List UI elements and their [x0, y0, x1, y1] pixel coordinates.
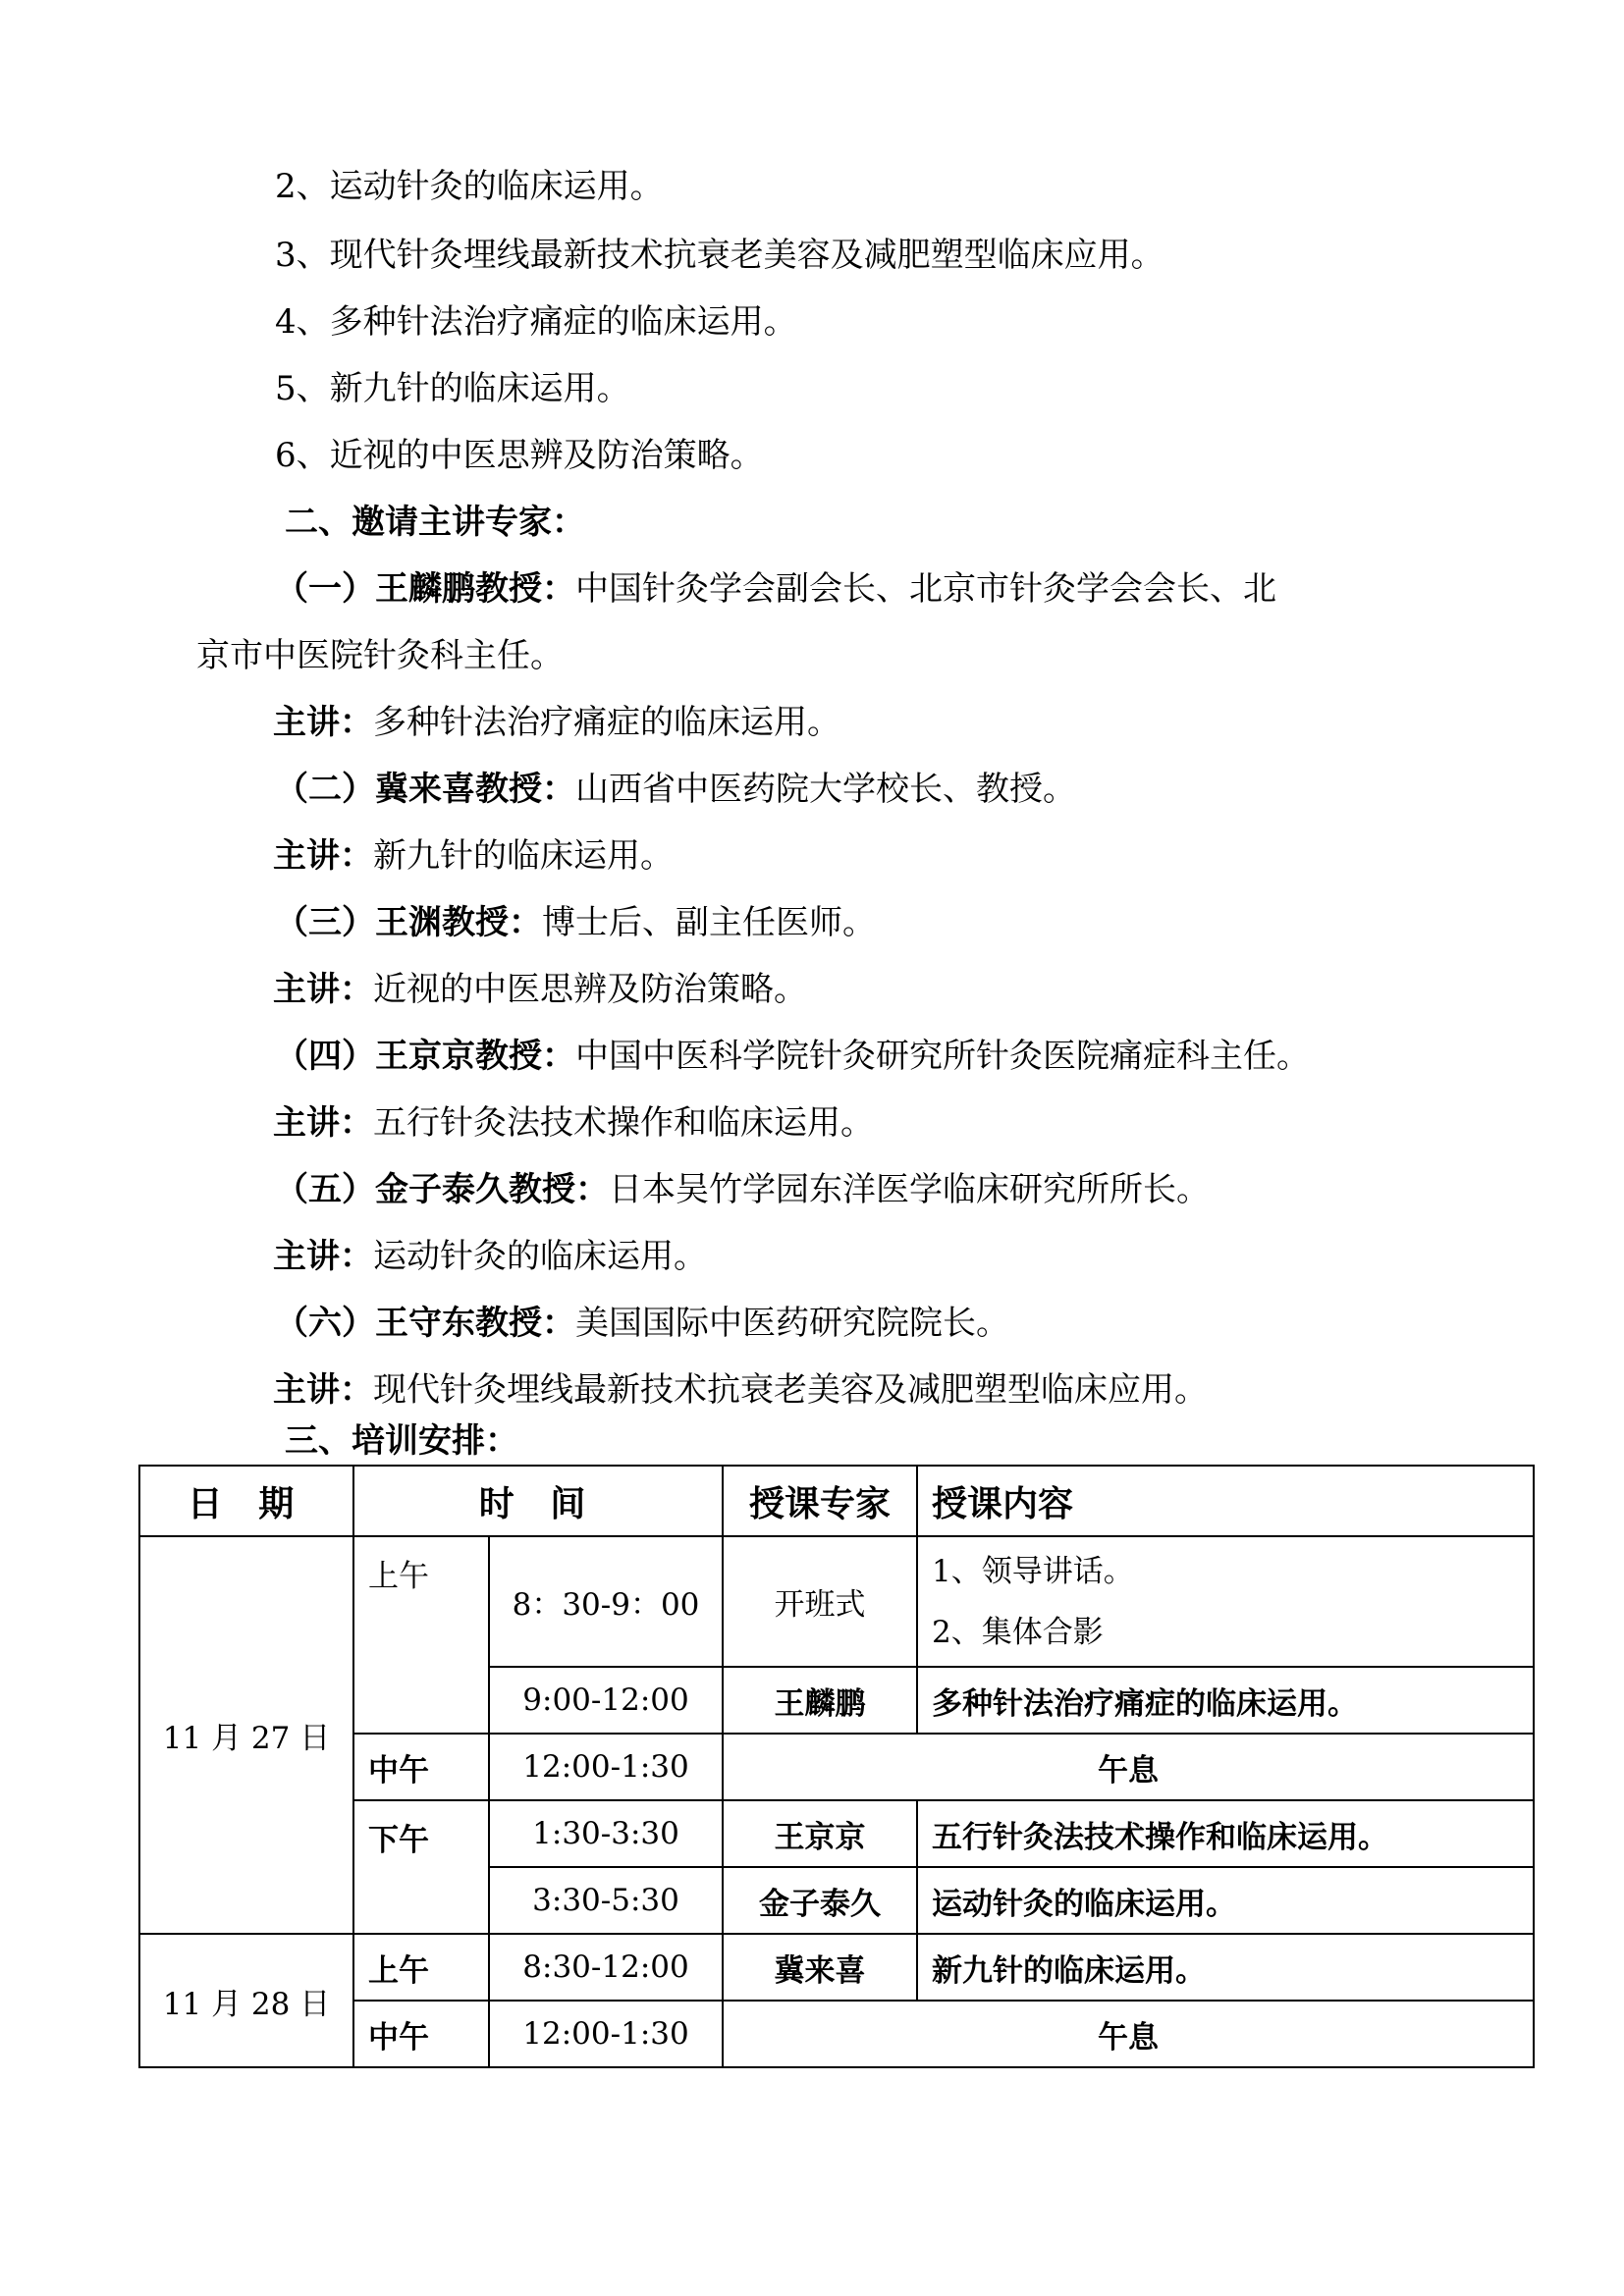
expert-entry [275, 567, 1276, 611]
period-cell: 中午 [353, 2001, 489, 2067]
content-cell: 五行针灸法技术操作和临床运用。 [917, 1800, 1534, 1867]
course-item: 2、运动针灸的临床运用。 [275, 167, 664, 206]
content-cell: 午息 [723, 2001, 1534, 2067]
expert-name: （一）王麟鹏教授： [275, 569, 575, 609]
time-cell: 1:30-3:30 [489, 1800, 723, 1867]
content-line: 2、集体合影 [932, 1614, 1104, 1650]
content-cell [917, 1536, 1534, 1667]
expert-entry [275, 1168, 1210, 1211]
expert-desc: 博士后、副主任医师。 [542, 903, 876, 942]
expert-cell: 王京京 [723, 1800, 917, 1867]
time-cell: 9:00-12:00 [489, 1667, 723, 1734]
talk-label: 主讲： [273, 1103, 373, 1143]
period-cell: 下午 [353, 1800, 489, 1934]
expert-name: （四）王京京教授： [275, 1037, 575, 1076]
time-cell: 8：30-9：00 [489, 1536, 723, 1667]
talk-topic: 多种针法治疗痛症的临床运用。 [373, 703, 840, 742]
expert-desc: 山西省中医药院大学校长、教授。 [575, 770, 1076, 809]
content-cell: 运动针灸的临床运用。 [917, 1867, 1534, 1934]
expert-desc-continued: 京市中医院针灸科主任。 [196, 636, 564, 675]
course-item: 3、现代针灸埋线最新技术抗衰老美容及减肥塑型临床应用。 [275, 236, 1164, 275]
expert-desc: 美国国际中医药研究院院长。 [575, 1304, 1009, 1343]
talk-label: 主讲： [273, 1237, 373, 1276]
date-cell: 11 月 28 日 [139, 1934, 353, 2067]
content-cell: 多种针法治疗痛症的临床运用。 [917, 1667, 1534, 1734]
header-content: 授课内容 [917, 1466, 1534, 1536]
talk-label: 主讲： [273, 703, 373, 742]
expert-entry [275, 1302, 1009, 1345]
section-heading-experts: 二、邀请主讲专家： [285, 503, 585, 542]
header-date: 日 期 [139, 1466, 353, 1536]
header-expert: 授课专家 [723, 1466, 917, 1536]
expert-entry [275, 1035, 1310, 1078]
period-cell: 中午 [353, 1734, 489, 1800]
schedule-table [138, 1465, 1535, 2068]
expert-cell: 金子泰久 [723, 1867, 917, 1934]
period-cell: 上午 [353, 1934, 489, 2001]
expert-name: （六）王守东教授： [275, 1304, 575, 1343]
table-row [139, 1934, 1534, 2001]
expert-talk [273, 1235, 707, 1278]
expert-cell: 王麟鹏 [723, 1667, 917, 1734]
expert-talk [273, 968, 807, 1011]
content-cell: 新九针的临床运用。 [917, 1934, 1534, 2001]
table-header-row [139, 1466, 1534, 1536]
header-time: 时 间 [353, 1466, 723, 1536]
content-line: 1、领导讲话。 [932, 1553, 1134, 1589]
expert-talk [273, 701, 840, 744]
expert-name: （五）金子泰久教授： [275, 1170, 609, 1209]
talk-topic: 五行针灸法技术操作和临床运用。 [373, 1103, 874, 1143]
date-cell: 11 月 27 日 [139, 1536, 353, 1934]
time-cell: 12:00-1:30 [489, 2001, 723, 2067]
course-item: 6、近视的中医思辨及防治策略。 [275, 436, 764, 475]
content-cell: 午息 [723, 1734, 1534, 1800]
expert-talk [273, 834, 674, 878]
expert-name: （二）冀来喜教授： [275, 770, 575, 809]
expert-entry [275, 901, 876, 944]
talk-label: 主讲： [273, 1370, 373, 1410]
expert-desc: 中国中医科学院针灸研究所针灸医院痛症科主任。 [575, 1037, 1310, 1076]
talk-topic: 运动针灸的临床运用。 [373, 1237, 707, 1276]
expert-talk [273, 1101, 874, 1145]
expert-name: （三）王渊教授： [275, 903, 542, 942]
expert-cell: 冀来喜 [723, 1934, 917, 2001]
expert-entry [275, 768, 1076, 811]
time-cell: 8:30-12:00 [489, 1934, 723, 2001]
time-cell: 3:30-5:30 [489, 1867, 723, 1934]
expert-cell: 开班式 [723, 1536, 917, 1667]
expert-talk [273, 1368, 1208, 1412]
time-cell: 12:00-1:30 [489, 1734, 723, 1800]
period-cell: 上午 [353, 1536, 489, 1734]
talk-topic: 近视的中医思辨及防治策略。 [373, 970, 807, 1009]
talk-topic: 新九针的临床运用。 [373, 836, 674, 876]
talk-topic: 现代针灸埋线最新技术抗衰老美容及减肥塑型临床应用。 [373, 1370, 1208, 1410]
table-row [139, 1536, 1534, 1667]
talk-label: 主讲： [273, 836, 373, 876]
section-heading-schedule: 三、培训安排： [285, 1421, 518, 1461]
course-item: 5、新九针的临床运用。 [275, 369, 630, 408]
course-item: 4、多种针法治疗痛症的临床运用。 [275, 302, 797, 342]
talk-label: 主讲： [273, 970, 373, 1009]
expert-desc: 中国针灸学会副会长、北京市针灸学会会长、北 [575, 569, 1276, 609]
expert-desc: 日本吴竹学园东洋医学临床研究所所长。 [609, 1170, 1210, 1209]
